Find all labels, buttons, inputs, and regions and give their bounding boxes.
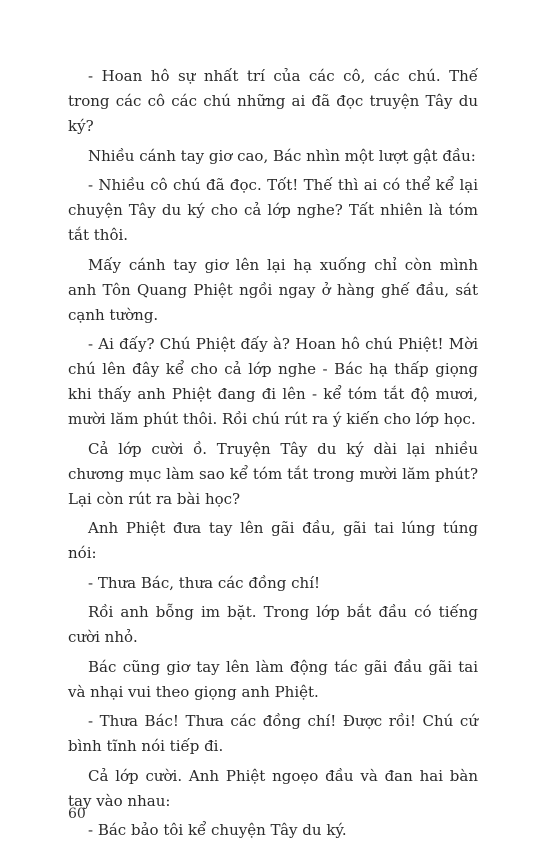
paragraph: Cả lớp cười. Anh Phiệt ngoẹo đầu và đan hai bàn tay vào nhau: (68, 766, 478, 810)
paragraph: - Thưa Bác! Thưa các đồng chí! Được rồi! Chú cứ bình tĩnh nói tiếp đi. (68, 712, 478, 755)
paragraph: - Ai đấy? Chú Phiệt đấy à? Hoan hô chú Phiệt! Mời chú lên đây kể cho cả lớp nghe - Bác hạ thấp giọng khi thấy anh Phiệt đang đi lên - kể tóm tắt độ mươi, mười lăm phút thôi. Rồi chú rút ra ý kiến cho lớp học. (68, 335, 478, 428)
paragraph: - Bác bảo tôi kể chuyện Tây du ký. (88, 821, 347, 839)
paragraph: Rồi anh bỗng im bặt. Trong lớp bắt đầu có tiếng cười nhỏ. (68, 603, 478, 646)
paragraph: - Hoan hô sự nhất trí của các cô, các chú. Thế trong các cô các chú những ai đã đọc truyện Tây du ký? (68, 67, 478, 135)
paragraph: Anh Phiệt đưa tay lên gãi đầu, gãi tai lúng túng nói: (68, 519, 478, 562)
paragraph: Mấy cánh tay giơ lên lại hạ xuống chỉ còn mình anh Tôn Quang Phiệt ngồi ngay ở hàng ghế đầu, sát cạnh tường. (68, 255, 478, 324)
page-number: 60 (68, 806, 86, 822)
paragraph: - Nhiều cô chú đã đọc. Tốt! Thế thì ai có thể kể lại chuyện Tây du ký cho cả lớp nghe? Tất nhiên là tóm tắt thôi. (68, 176, 478, 244)
page-body (68, 64, 478, 848)
paragraph: Cả lớp cười ồ. Truyện Tây du ký dài lại nhiều chương mục làm sao kể tóm tắt trong mười lăm phút? Lại còn rút ra bài học? (68, 439, 478, 508)
paragraph: - Thưa Bác, thưa các đồng chí! (88, 573, 321, 592)
paragraph: Nhiều cánh tay giơ cao, Bác nhìn một lượt gật đầu: (88, 146, 476, 165)
paragraph: Bác cũng giơ tay lên làm động tác gãi đầu gãi tai và nhại vui theo giọng anh Phiệt. (68, 657, 478, 701)
